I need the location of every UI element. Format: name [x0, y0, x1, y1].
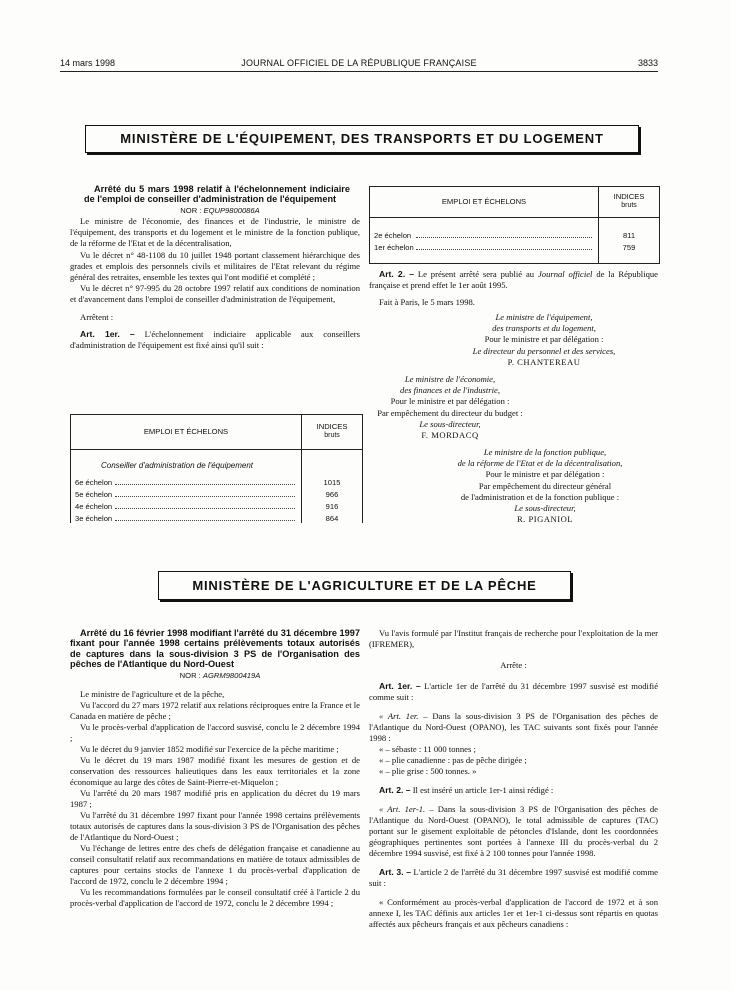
article-1: Art. 1er. – L'article 1er de l'arrêté du 31 décembre 1997 susvisé est modifié comme suit :: [369, 681, 659, 702]
value-column-divider: [598, 217, 599, 263]
paragraph: Le ministre de l'agriculture et de la pêche,: [80, 688, 225, 699]
paragraph: Vu le procès-verbal d'application de l'accord susvisé, conclu le 2 décembre 1994 ;: [70, 721, 360, 743]
nor-reference: NOR : AGRM9800419A: [179, 670, 261, 680]
article-2-quote: « Art. 1er-1. – Dans la sous-division 3 PS de l'Organisation des pêches de l'Atlantique du Nord-Ouest (OPANO), le total admissible de captures (TAC) portant sur le gisement exploitable de pétoncles d'Islande, dont les coordonnées géographiques pertinentes sont portées à l'annexe III du procès-verbal du 2 décembre 1994 susvisé, est fixé à 2 100 tonnes pour l'année 1998.: [369, 804, 658, 858]
article-3: Art. 3. – L'article 2 de l'arrêté du 31 décembre 1997 susvisé est modifié comme suit :: [369, 867, 658, 888]
article-1-quote: « Art. 1er. – Dans la sous-division 3 PS de l'Organisation des pêches de l'Atlantique du Nord-Ouest (OPANO), les TAC suivants sont fixés pour l'année 1998 :: [369, 711, 658, 743]
fait-a-paris: Fait à Paris, le 5 mars 1998.: [379, 297, 475, 308]
table-header: [370, 187, 659, 218]
signature-block-economie: Le ministre de l'économie, des finances et de l'industrie, Pour le ministre et par délégation : Par empêchement du directeur du budget : Le sous-directeur, F. MORDACQ: [377, 374, 523, 441]
signature-block-fonction-publique: Le ministre de la fonction publique, de la réforme de l'Etat et de la décentralisation, Pour le ministre et par délégation : Par empêchement du directeur général de l'administration et de la fonction publique : Le sous-directeur, R. PIGANIOL: [457, 447, 623, 525]
paragraph: Vu l'arrêté du 20 mars 1987 modifié pris en application du décret du 19 mars 1987 ;: [70, 787, 360, 809]
header-rule: [60, 71, 658, 72]
paragraph: Vu l'échange de lettres entre des chefs de délégation française et canadienne au conseil consultatif relatif aux recommandations en matière de totaux admissibles de captures pour certains stocks de l'annexe 1 du procès-verbal d'application de l'accord de 1972, conclu le 2 décembre 1994 ;: [70, 842, 360, 886]
equipement-right-column: [369, 269, 658, 309]
paragraph: Vu le décret du 19 mars 1987 modifié fixant les mesures de gestion et de conservation des ressources halieutiques dans les eaux territoriales et la zone économique au large des côtes de Saint-Pierre-et-Miquelon ;: [70, 754, 360, 787]
agriculture-right-column: [369, 628, 658, 930]
paragraph: Vu le décret du 9 janvier 1852 modifié sur l'exercice de la pêche maritime ;: [80, 743, 339, 754]
table-row: 5e échelon 966: [75, 490, 339, 499]
arrete-title: Arrêté du 16 février 1998 modifiant l'arrêté du 31 décembre 1997 fixant pour l'année 1998 certains prélèvements totaux autorisés de captures dans la sous-division 3 PS de l'Organisation des pêches de l'Atlantique du Nord-Ouest: [70, 628, 360, 670]
list-item: « – plie grise : 500 tonnes. »: [379, 766, 477, 776]
ministry-title: MINISTÈRE DE L'ÉQUIPEMENT, DES TRANSPORTS ET DU LOGEMENT: [120, 131, 604, 146]
page-number: 3833: [637, 58, 658, 68]
article-2: Art. 2. – Le présent arrêté sera publié au Journal officiel de la République française et prend effet le 1er août 1995.: [369, 269, 658, 291]
journal-title: JOURNAL OFFICIEL DE LA RÉPUBLIQUE FRANÇAISE: [241, 58, 477, 68]
indices-table-2: [369, 186, 660, 264]
indices-table-1: [70, 414, 363, 523]
table-row: 2e échelon 811: [374, 231, 636, 240]
paragraph: Le ministre de l'économie, des finances et de l'industrie, le ministre de l'équipement, des transports et du logement et le ministre de la fonction publique, de la réforme de l'Etat et de la décentralisation,: [70, 216, 360, 249]
column-header-indices: INDICES bruts: [613, 192, 645, 209]
table-row: 6e échelon 1015: [75, 478, 341, 487]
ministry-equipement-banner: [85, 125, 639, 153]
article-2: Art. 2. – Il est inséré un article 1er-1 ainsi rédigé :: [379, 785, 554, 795]
arrete-title: Arrêté du 5 mars 1998 relatif à l'échelonnement indiciaire de l'emploi de conseiller d'administration de l'équipement: [84, 184, 350, 205]
article-1: Art. 1er. – L'échelonnement indiciaire applicable aux conseillers d'administration de l'équipement est fixé ainsi qu'il suit :: [70, 328, 361, 351]
list-item: « – sébaste : 11 000 tonnes ;: [379, 744, 476, 754]
list-item: « – plie canadienne : pas de pêche dirigée ;: [379, 755, 527, 765]
paragraph: Vu les recommandations formulées par le conseil consultatif créé à l'article 2 du procès-verbal d'application de l'accord de 1972, conclu le 2 décembre 1994 ;: [70, 886, 360, 908]
column-header-emploi: EMPLOI ET ÉCHELONS: [370, 187, 599, 217]
ministry-agriculture-banner: [158, 571, 571, 600]
paragraph: Vu l'avis formulé par l'Institut français de recherche pour l'exploitation de la mer (IFREMER),: [369, 628, 658, 649]
table-header: [71, 415, 362, 450]
table-row: 4e échelon 916: [75, 502, 339, 511]
nor-reference: NOR : EQUP9800086A: [180, 205, 260, 215]
article-3-quote: « Conformément au procès-verbal d'application de l'accord de 1972 et à son annexe I, les TAC définis aux articles 1er et 1er-1 ci-dessus sont répartis en quotas affectés aux pêcheurs français et aux pêcheurs canadiens :: [369, 897, 658, 929]
issue-date: 14 mars 1998: [60, 58, 116, 68]
paragraph: Vu l'arrêté du 31 décembre 1997 fixant pour l'année 1998 certains prélèvements totaux autorisés de captures dans la sous-division 3 PS de l'Organisation des pêches de l'Atlantique du Nord-Ouest ;: [70, 809, 360, 842]
table-group-heading: Conseiller d'administration de l'équipement: [101, 461, 254, 470]
table-row: 1er échelon 759: [374, 243, 636, 252]
paragraph: Vu le décret n° 48-1108 du 10 juillet 1948 portant classement hiérarchique des grades et emplois des personnels civils et militaires de l'Etat relevant du régime général des retraites, ensemble les textes qui l'ont modifié et complété ;: [70, 249, 360, 283]
ministry-title: MINISTÈRE DE L'AGRICULTURE ET DE LA PÊCHE: [192, 578, 537, 593]
paragraph: Vu le décret n° 97-995 du 28 octobre 1997 relatif aux conditions de nomination et d'avancement dans l'emploi de conseiller d'administration de l'équipement,: [70, 283, 360, 305]
arrete: Arrête :: [500, 660, 527, 670]
column-header-emploi: EMPLOI ET ÉCHELONS: [71, 415, 302, 449]
paragraph: Vu l'accord du 27 mars 1972 relatif aux relations réciproques entre la France et le Canada en matière de pêche ;: [70, 699, 360, 721]
signature-block-equipement: Le ministre de l'équipement, des transports et du logement, Pour le ministre et par délégation : Le directeur du personnel et des services, P. CHANTEREAU: [472, 312, 616, 367]
column-header-indices: INDICES bruts: [316, 422, 348, 439]
agriculture-left-column: [70, 628, 360, 909]
table-row: 3e échelon 864: [75, 514, 339, 523]
arretent: Arrêtent :: [80, 311, 114, 322]
equipement-left-column: [70, 184, 360, 351]
